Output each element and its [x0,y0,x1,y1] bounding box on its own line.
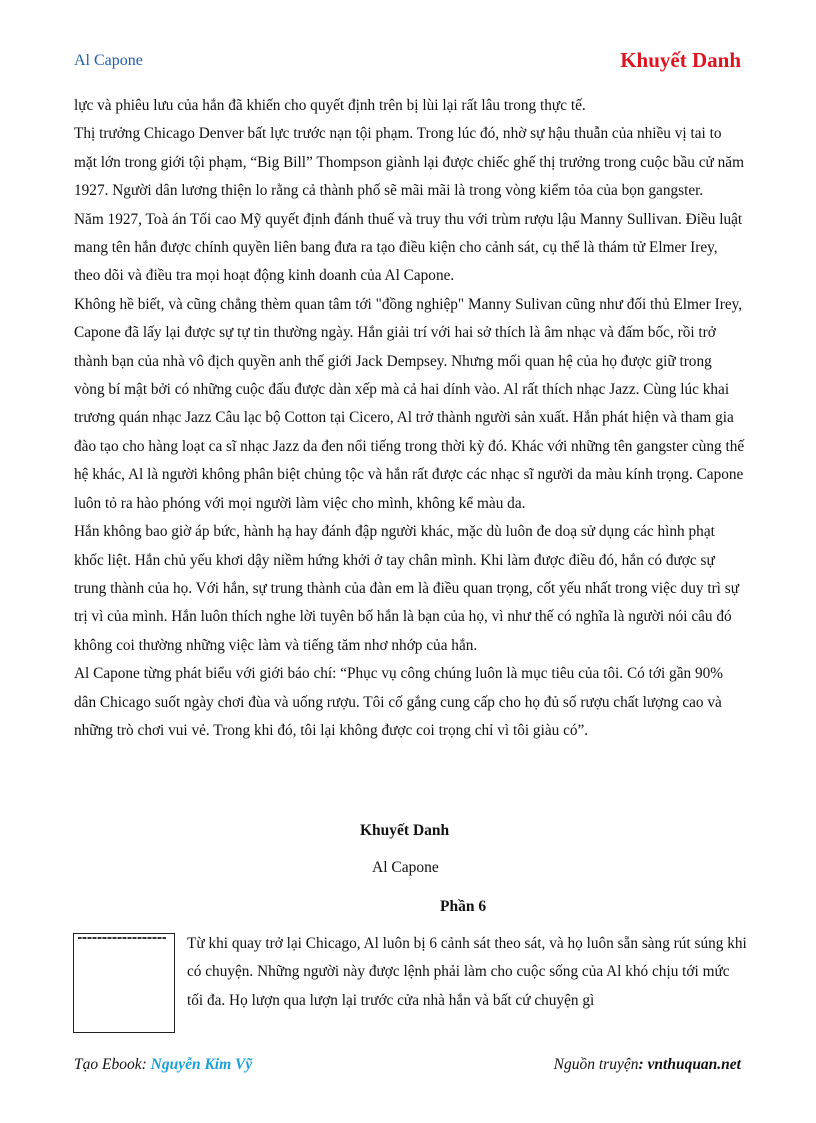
footer-ebook-label: Tạo Ebook [74,1056,142,1073]
paragraph: lực và phiêu lưu của hắn đã khiến cho quyết định trên bị lùi lại rất lâu trong thực tế. [74,97,586,114]
paragraph: Năm 1927, Toà án Tối cao Mỹ quyết định đánh thuế và truy thu với trùm rượu lậu Manny Sullivan. Điều luật mang tên hắn được chính quyền liên bang đưa ra tạo điều kiện cho cảnh sát, cụ thể là thám tử Elmer Irey, theo dõi và điều tra mọi hoạt động kinh doanh của Al Capone. [74,210,743,285]
header-author: Khuyết Danh [620,48,741,72]
section-part: Phần 6 [440,898,487,915]
footer-ebook-credit [74,1056,252,1074]
section-author: Khuyết Danh [360,822,450,839]
section-title: Al Capone [372,859,439,876]
footer-ebook-creator: Nguyễn Kim Vỹ [150,1056,253,1073]
image-placeholder-icon [78,937,166,939]
paragraph: Al Capone từng phát biểu với giới báo chí: “Phục vụ công chúng luôn là mục tiêu của tôi. Có tới gần 90% dân Chicago suốt ngày chơi đùa và uống rượu. Tôi cố gắng cung cấp cho họ đủ số rượu chất lượng cao và những trò chơi vui vẻ. Trong khi đó, tôi lại không được coi trọng chỉ vì tôi giàu có”. [74,665,723,739]
body-text [74,92,746,745]
paragraph: Không hề biết, và cũng chẳng thèm quan tâm tới "đồng nghiệp" Manny Sulivan cũng như đối thủ Elmer Irey, Capone đã lấy lại được sự tự tin thường ngày. Hắn giải trí với hai sở thích là âm nhạc và đấm bốc, rồi trở thành bạn của nhà vô địch quyền anh thế giới Jack Dempsey. Nhưng mối quan hệ của họ được giữ trong vòng bí mật bởi có những cuộc đấu được dàn xếp mà cả hai dính vào. Al rất thích nhạc Jazz. Cùng lúc khai trương quán nhạc Jazz Câu lạc bộ Cotton tại Cicero, Al trở thành người sản xuất. Hắn phát hiện và tham gia đào tạo cho hàng loạt ca sĩ nhạc Jazz da đen nổi tiếng trong thời kỳ đó. Khác với những tên gangster cùng thế hệ khác, Al là người không phân biệt chủng tộc và hắn rất được các nhạc sĩ người da màu kính trọng. Capone luôn tỏ ra hào phóng với mọi người làm việc cho mình, không kể màu da. [74,295,745,512]
paragraph: Từ khi quay trở lại Chicago, Al luôn bị 6 cảnh sát theo sát, và họ luôn sẵn sàng rút súng khi có chuyện. Những người này được lệnh phải làm cho cuộc sống của Al khó chịu tới mức tối đa. Họ lượn qua lượn lại trước cửa nhà hắn và bất cứ chuyện gì [187,935,747,1009]
footer-separator: : [141,1056,151,1073]
paragraph: Thị trưởng Chicago Denver bất lực trước nạn tội phạm. Trong lúc đó, nhờ sự hậu thuẫn của nhiều vị tai to mặt lớn trong giới tội phạm, “Big Bill” Thompson giành lại được chiếc ghế thị trưởng trong cuộc bầu cử năm 1927. Người dân lương thiện lo rằng cả thành phố sẽ mãi mãi là trong vòng kiểm tỏa của bọn gangster. [74,125,744,200]
paragraph: Hắn không bao giờ áp bức, hành hạ hay đánh đập người khác, mặc dù luôn đe doạ sử dụng các hình phạt khốc liệt. Hắn chủ yếu khơi dậy niềm hứng khởi ở tay chân mình. Khi làm được điều đó, hắn có được sự trung thành của họ. Với hắn, sự trung thành của đàn em là điều quan trọng, cốt yếu nhất trong việc duy trì sự trị vì của mình. Hắn luôn thích nghe lời tuyên bố hắn là bạn của họ, vì như thế có nghĩa là người nói câu đó không coi thường những việc làm và tiếng tăm nhơ nhớp của hắn. [74,523,740,654]
footer-source-site: vnthuquan.net [647,1056,741,1073]
illustration-image [73,933,175,1033]
footer-source-label: Nguồn truyện [553,1056,639,1073]
side-text-block [187,930,747,1015]
footer-source [554,1056,741,1074]
footer-separator: : [638,1056,648,1073]
header-book-title: Al Capone [74,52,143,69]
